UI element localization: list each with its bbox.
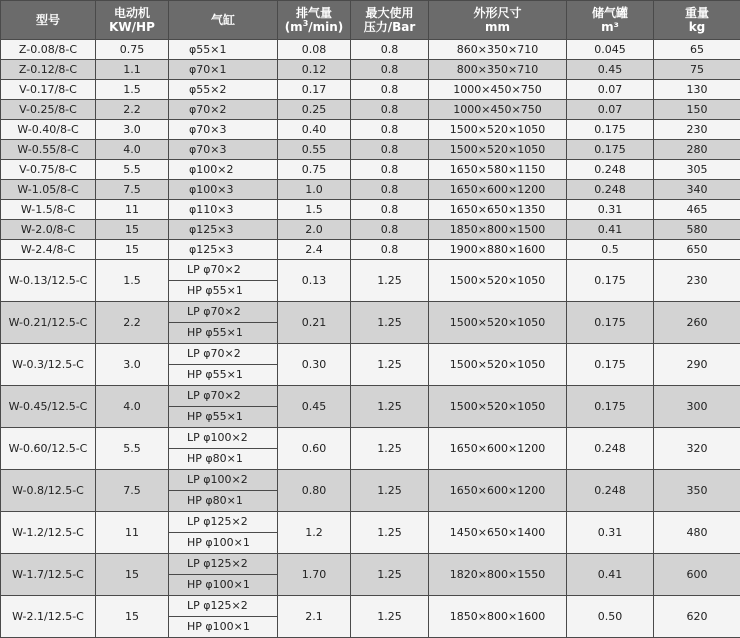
cell-pressure: 0.8 xyxy=(351,220,429,240)
cell-pressure: 0.8 xyxy=(351,60,429,80)
cell-weight: 465 xyxy=(654,200,740,220)
cell-motor: 3.0 xyxy=(96,120,169,140)
header-tank-line1: 储气罐 xyxy=(591,6,628,20)
cell-dimensions: 1650×650×1350 xyxy=(429,200,567,220)
cell-displacement: 0.80 xyxy=(278,470,351,512)
cell-tank: 0.045 xyxy=(567,40,654,60)
header-weight-line2: kg xyxy=(688,20,706,34)
cylinder-hp: HP φ80×1 xyxy=(187,494,243,507)
cell-model: V-0.17/8-C xyxy=(1,80,96,100)
table-row xyxy=(1,80,740,100)
cylinder-hp: HP φ55×1 xyxy=(187,326,243,339)
cell-tank: 0.07 xyxy=(567,80,654,100)
table-row xyxy=(1,220,740,240)
cell-pressure: 0.8 xyxy=(351,180,429,200)
header-motor xyxy=(96,1,169,40)
cell-cylinder: φ100×3 xyxy=(169,180,278,200)
cell-pressure: 0.8 xyxy=(351,240,429,260)
cell-cylinder: φ125×3 xyxy=(169,220,278,240)
cell-tank: 0.175 xyxy=(567,344,654,386)
cell-weight: 230 xyxy=(654,260,740,302)
cell-pressure: 1.25 xyxy=(351,596,429,638)
cell-cylinder: φ70×1 xyxy=(169,60,278,80)
cell-motor: 7.5 xyxy=(96,180,169,200)
table-row xyxy=(1,554,740,596)
cell-tank: 0.248 xyxy=(567,180,654,200)
cell-cylinder: φ70×2 xyxy=(169,100,278,120)
cell-weight: 350 xyxy=(654,470,740,512)
table-row xyxy=(1,100,740,120)
cell-dimensions: 860×350×710 xyxy=(429,40,567,60)
cell-dimensions: 1900×880×1600 xyxy=(429,240,567,260)
cell-displacement: 0.55 xyxy=(278,140,351,160)
cell-displacement: 0.13 xyxy=(278,260,351,302)
cell-displacement: 0.17 xyxy=(278,80,351,100)
cell-dimensions: 1500×520×1050 xyxy=(429,120,567,140)
cell-displacement: 1.0 xyxy=(278,180,351,200)
cell-motor: 0.75 xyxy=(96,40,169,60)
cell-weight: 340 xyxy=(654,180,740,200)
cell-motor: 5.5 xyxy=(96,428,169,470)
cell-model: W-0.45/12.5-C xyxy=(1,386,96,428)
cell-motor: 1.5 xyxy=(96,260,169,302)
cell-weight: 260 xyxy=(654,302,740,344)
cell-cylinder xyxy=(169,512,278,554)
cell-dimensions: 1500×520×1050 xyxy=(429,260,567,302)
cell-dimensions: 1500×520×1050 xyxy=(429,386,567,428)
cylinder-hp: HP φ100×1 xyxy=(187,578,250,591)
cell-cylinder: φ125×3 xyxy=(169,240,278,260)
cell-cylinder xyxy=(169,260,278,302)
cell-tank: 0.175 xyxy=(567,302,654,344)
cell-dimensions: 1650×580×1150 xyxy=(429,160,567,180)
cell-motor: 15 xyxy=(96,554,169,596)
cell-pressure: 1.25 xyxy=(351,344,429,386)
header-displacement xyxy=(278,1,351,40)
cell-tank: 0.248 xyxy=(567,428,654,470)
cell-tank: 0.175 xyxy=(567,120,654,140)
table-row xyxy=(1,260,740,302)
cell-tank: 0.41 xyxy=(567,554,654,596)
cell-dimensions: 1650×600×1200 xyxy=(429,428,567,470)
cell-displacement: 0.08 xyxy=(278,40,351,60)
table-row xyxy=(1,596,740,638)
cylinder-lp: LP φ125×2 xyxy=(169,554,277,575)
table-row xyxy=(1,200,740,220)
cell-tank: 0.41 xyxy=(567,220,654,240)
cell-motor: 3.0 xyxy=(96,344,169,386)
cell-tank: 0.175 xyxy=(567,140,654,160)
cell-weight: 580 xyxy=(654,220,740,240)
cell-weight: 620 xyxy=(654,596,740,638)
cell-pressure: 0.8 xyxy=(351,80,429,100)
cell-weight: 320 xyxy=(654,428,740,470)
cell-pressure: 1.25 xyxy=(351,470,429,512)
cell-dimensions: 800×350×710 xyxy=(429,60,567,80)
cell-displacement: 1.5 xyxy=(278,200,351,220)
cell-displacement: 1.2 xyxy=(278,512,351,554)
cell-displacement: 1.70 xyxy=(278,554,351,596)
cell-weight: 130 xyxy=(654,80,740,100)
cell-dimensions: 1000×450×750 xyxy=(429,100,567,120)
cell-tank: 0.5 xyxy=(567,240,654,260)
cell-cylinder: φ70×3 xyxy=(169,120,278,140)
cell-dimensions: 1500×520×1050 xyxy=(429,140,567,160)
header-weight-line1: 重量 xyxy=(684,6,709,20)
header-displacement-unit-pre: (m xyxy=(284,20,303,34)
cell-motor: 1.1 xyxy=(96,60,169,80)
header-motor-line2: KW/HP xyxy=(109,20,155,34)
header-pressure-line2: 压力/Bar xyxy=(363,20,416,34)
cell-motor: 15 xyxy=(96,240,169,260)
cell-tank: 0.175 xyxy=(567,386,654,428)
header-row xyxy=(1,1,740,40)
cylinder-hp: HP φ100×1 xyxy=(187,620,250,633)
cell-dimensions: 1000×450×750 xyxy=(429,80,567,100)
table-row xyxy=(1,344,740,386)
header-pressure-line1: 最大使用 xyxy=(365,6,414,20)
cell-pressure: 0.8 xyxy=(351,40,429,60)
cell-model: W-0.60/12.5-C xyxy=(1,428,96,470)
cell-cylinder: φ110×3 xyxy=(169,200,278,220)
cell-weight: 75 xyxy=(654,60,740,80)
cell-dimensions: 1500×520×1050 xyxy=(429,344,567,386)
header-model xyxy=(1,1,96,40)
cell-displacement: 0.30 xyxy=(278,344,351,386)
cell-cylinder xyxy=(169,596,278,638)
cell-tank: 0.45 xyxy=(567,60,654,80)
cell-weight: 230 xyxy=(654,120,740,140)
cell-model: W-2.1/12.5-C xyxy=(1,596,96,638)
cylinder-hp: HP φ100×1 xyxy=(187,536,250,549)
cylinder-lp: LP φ125×2 xyxy=(169,512,277,533)
cell-cylinder: φ100×2 xyxy=(169,160,278,180)
cell-cylinder xyxy=(169,428,278,470)
cell-pressure: 1.25 xyxy=(351,554,429,596)
table-row xyxy=(1,60,740,80)
cell-pressure: 0.8 xyxy=(351,100,429,120)
cell-model: W-1.05/8-C xyxy=(1,180,96,200)
cell-motor: 15 xyxy=(96,220,169,240)
cell-tank: 0.31 xyxy=(567,200,654,220)
cylinder-hp: HP φ55×1 xyxy=(187,410,243,423)
header-displacement-unit-sup: 3 xyxy=(302,19,309,28)
cell-tank: 0.07 xyxy=(567,100,654,120)
table-row xyxy=(1,240,740,260)
cell-displacement: 0.12 xyxy=(278,60,351,80)
cell-model: W-0.40/8-C xyxy=(1,120,96,140)
cell-motor: 7.5 xyxy=(96,470,169,512)
cylinder-hp: HP φ80×1 xyxy=(187,452,243,465)
cell-weight: 290 xyxy=(654,344,740,386)
cylinder-lp: LP φ70×2 xyxy=(169,302,277,323)
cell-motor: 15 xyxy=(96,596,169,638)
cylinder-lp: LP φ125×2 xyxy=(169,596,277,617)
header-motor-line1: 电动机 xyxy=(113,6,150,20)
cell-model: W-2.4/8-C xyxy=(1,240,96,260)
cylinder-lp: LP φ70×2 xyxy=(169,386,277,407)
cylinder-lp: LP φ100×2 xyxy=(169,428,277,449)
cell-pressure: 0.8 xyxy=(351,200,429,220)
cell-displacement: 2.0 xyxy=(278,220,351,240)
cell-cylinder: φ55×1 xyxy=(169,40,278,60)
cell-model: V-0.75/8-C xyxy=(1,160,96,180)
cell-displacement: 0.25 xyxy=(278,100,351,120)
cell-dimensions: 1500×520×1050 xyxy=(429,302,567,344)
cell-pressure: 0.8 xyxy=(351,160,429,180)
cell-cylinder xyxy=(169,302,278,344)
cell-model: W-0.8/12.5-C xyxy=(1,470,96,512)
cell-displacement: 0.75 xyxy=(278,160,351,180)
cell-tank: 0.31 xyxy=(567,512,654,554)
cell-model: Z-0.08/8-C xyxy=(1,40,96,60)
cell-displacement: 0.60 xyxy=(278,428,351,470)
cell-dimensions: 1650×600×1200 xyxy=(429,470,567,512)
cell-pressure: 0.8 xyxy=(351,140,429,160)
cell-dimensions: 1850×800×1500 xyxy=(429,220,567,240)
header-model-label: 型号 xyxy=(35,13,60,27)
table-row xyxy=(1,470,740,512)
table-row xyxy=(1,160,740,180)
cell-displacement: 0.21 xyxy=(278,302,351,344)
cell-dimensions: 1650×600×1200 xyxy=(429,180,567,200)
table-row xyxy=(1,428,740,470)
cell-dimensions: 1850×800×1600 xyxy=(429,596,567,638)
cell-motor: 4.0 xyxy=(96,386,169,428)
cell-motor: 11 xyxy=(96,512,169,554)
table-body xyxy=(1,40,740,638)
cell-weight: 280 xyxy=(654,140,740,160)
cell-tank: 0.248 xyxy=(567,160,654,180)
cell-displacement: 0.45 xyxy=(278,386,351,428)
cell-displacement: 0.40 xyxy=(278,120,351,140)
cell-model: W-1.2/12.5-C xyxy=(1,512,96,554)
cell-model: W-0.21/12.5-C xyxy=(1,302,96,344)
cell-cylinder xyxy=(169,386,278,428)
header-dimensions-line1: 外形尺寸 xyxy=(473,6,522,20)
cell-weight: 600 xyxy=(654,554,740,596)
cell-weight: 300 xyxy=(654,386,740,428)
cell-motor: 5.5 xyxy=(96,160,169,180)
header-pressure xyxy=(351,1,429,40)
cell-cylinder xyxy=(169,344,278,386)
cell-model: W-0.55/8-C xyxy=(1,140,96,160)
cylinder-lp: LP φ70×2 xyxy=(169,344,277,365)
header-cylinder xyxy=(169,1,278,40)
cell-tank: 0.175 xyxy=(567,260,654,302)
cell-weight: 480 xyxy=(654,512,740,554)
table-row xyxy=(1,180,740,200)
header-dimensions-line2: mm xyxy=(484,20,510,34)
cell-model: W-0.13/12.5-C xyxy=(1,260,96,302)
cell-tank: 0.50 xyxy=(567,596,654,638)
cell-weight: 150 xyxy=(654,100,740,120)
header-cylinder-label: 气缸 xyxy=(210,13,235,27)
cell-model: Z-0.12/8-C xyxy=(1,60,96,80)
table-row xyxy=(1,40,740,60)
cell-weight: 650 xyxy=(654,240,740,260)
cell-motor: 2.2 xyxy=(96,302,169,344)
cell-model: W-2.0/8-C xyxy=(1,220,96,240)
table-row xyxy=(1,120,740,140)
cell-displacement: 2.1 xyxy=(278,596,351,638)
table-row xyxy=(1,302,740,344)
table-row xyxy=(1,386,740,428)
cylinder-lp: LP φ100×2 xyxy=(169,470,277,491)
cell-pressure: 0.8 xyxy=(351,120,429,140)
cylinder-hp: HP φ55×1 xyxy=(187,284,243,297)
cell-dimensions: 1820×800×1550 xyxy=(429,554,567,596)
cell-cylinder: φ70×3 xyxy=(169,140,278,160)
cylinder-lp: LP φ70×2 xyxy=(169,260,277,281)
header-displacement-unit-post: /min) xyxy=(308,20,344,34)
cell-model: W-1.5/8-C xyxy=(1,200,96,220)
cell-cylinder xyxy=(169,554,278,596)
table-row xyxy=(1,140,740,160)
cell-pressure: 1.25 xyxy=(351,428,429,470)
cell-cylinder xyxy=(169,470,278,512)
header-tank xyxy=(567,1,654,40)
header-dimensions xyxy=(429,1,567,40)
header-weight xyxy=(654,1,740,40)
cell-motor: 2.2 xyxy=(96,100,169,120)
cell-pressure: 1.25 xyxy=(351,302,429,344)
cell-cylinder: φ55×2 xyxy=(169,80,278,100)
cell-weight: 65 xyxy=(654,40,740,60)
cell-motor: 11 xyxy=(96,200,169,220)
cell-model: V-0.25/8-C xyxy=(1,100,96,120)
cell-dimensions: 1450×650×1400 xyxy=(429,512,567,554)
header-displacement-line1: 排气量 xyxy=(295,6,332,20)
cell-model: W-0.3/12.5-C xyxy=(1,344,96,386)
cell-displacement: 2.4 xyxy=(278,240,351,260)
cylinder-hp: HP φ55×1 xyxy=(187,368,243,381)
header-tank-line2: m³ xyxy=(601,20,619,34)
cell-weight: 305 xyxy=(654,160,740,180)
cell-motor: 4.0 xyxy=(96,140,169,160)
cell-motor: 1.5 xyxy=(96,80,169,100)
cell-pressure: 1.25 xyxy=(351,512,429,554)
cell-pressure: 1.25 xyxy=(351,260,429,302)
cell-tank: 0.248 xyxy=(567,470,654,512)
cell-model: W-1.7/12.5-C xyxy=(1,554,96,596)
cell-pressure: 1.25 xyxy=(351,386,429,428)
table-row xyxy=(1,512,740,554)
